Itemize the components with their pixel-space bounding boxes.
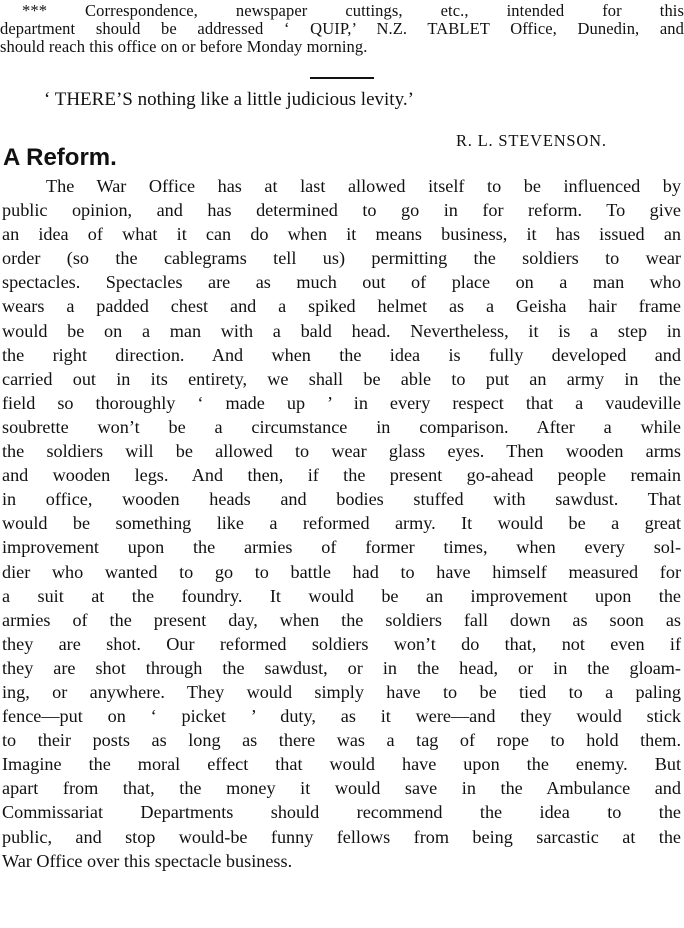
epigraph-quote: ‘ THERE’S nothing like a little judicious levity.’ <box>44 89 414 110</box>
article-line: fence—put on ‘ picket ’ duty, as it were—and they would stick <box>2 706 681 727</box>
article-line: Imagine the moral effect that would have upon the enemy. But <box>2 754 681 775</box>
article-line: armies of the present day, when the soldiers fall down as soon as <box>2 609 681 630</box>
article-line: an idea of what it can do when it means business, it has issued an <box>2 224 681 245</box>
article-line: the right direction. And when the idea is fully developed and <box>2 344 681 365</box>
article-line: soubrette won’t be a circumstance in comparison. After a while <box>2 416 681 437</box>
article-line: public opinion, and has determined to go in for reform. To give <box>2 200 681 221</box>
article-line: field so thoroughly ‘ made up ’ in every respect that a vaudeville <box>2 392 681 413</box>
epigraph-author: R. L. STEVENSON. <box>456 131 607 150</box>
article-line: carried out in its entirety, we shall be able to put an army in the <box>2 368 681 389</box>
article-line: to their posts as long as there was a tag of rope to hold them. <box>2 730 681 751</box>
notice-line: should reach this office on or before Monday morning. <box>0 37 368 56</box>
article-line: order (so the cablegrams tell us) permitting the soldiers to wear <box>2 248 681 269</box>
article-line: would be on a man with a bald head. Nevertheless, it is a step in <box>2 320 681 341</box>
article-line: Commissariat Departments should recommend the idea to the <box>2 802 681 823</box>
article-line: wears a padded chest and a spiked helmet as a Geisha hair frame <box>2 296 681 317</box>
article-line: public, and stop would-be funny fellows from being sarcastic at the <box>2 826 681 847</box>
article-line: and wooden legs. And then, if the present go-ahead people remain <box>2 465 681 486</box>
article-line: they are shot. Our reformed soldiers won’t do that, not even if <box>2 633 681 654</box>
article-line: a suit at the foundry. It would be an improvement upon the <box>2 585 681 606</box>
section-divider <box>310 77 374 79</box>
notice-line: *** Correspondence, newspaper cuttings, etc., intended for this <box>22 1 684 20</box>
article-line: The War Office has at last allowed itself to be influenced by <box>46 176 681 196</box>
notice-line: department should be addressed ‘ QUIP,’ N.Z. TABLET Office, Dunedin, and <box>0 19 684 38</box>
article-line: the soldiers will be allowed to wear glass eyes. Then wooden arms <box>2 441 681 462</box>
article-line: improvement upon the armies of former times, when every sol- <box>2 537 681 558</box>
article-line: in office, wooden heads and bodies stuffed with sawdust. That <box>2 489 681 510</box>
article-line: they are shot through the sawdust, or in the head, or in the gloam- <box>2 657 681 678</box>
article-body <box>2 174 681 873</box>
article-line: apart from that, the money it would save in the Ambulance and <box>2 778 681 799</box>
article-line: would be something like a reformed army. It would be a great <box>2 513 681 534</box>
article-title: A Reform. <box>3 144 117 171</box>
article-line: ing, or anywhere. They would simply have to be tied to a paling <box>2 681 681 702</box>
article-line: dier who wanted to go to battle had to have himself measured for <box>2 561 681 582</box>
article-line: spectacles. Spectacles are as much out of place on a man who <box>2 272 681 293</box>
article-line: War Office over this spectacle business. <box>2 850 293 871</box>
editorial-notice <box>0 2 684 56</box>
